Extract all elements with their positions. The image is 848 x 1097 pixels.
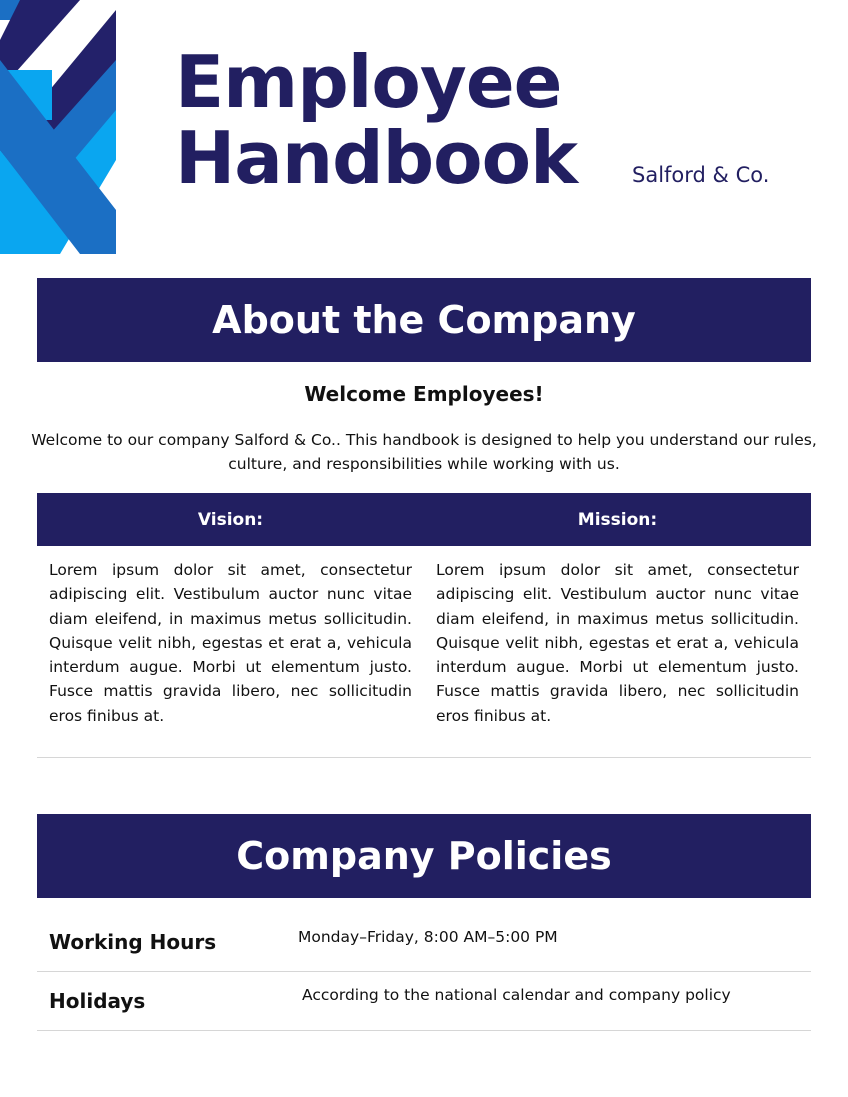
policy-label-holidays: Holidays <box>49 989 146 1013</box>
vision-text: Lorem ipsum dolor sit amet, consectetur adipiscing elit. Vestibulum auctor nunc vitae diam eleifend, in maximus metus sollicitudin. Quisque velit nibh, egestas et erat a, vehicula interdum augue. Morbi ut elementum justo. Fusce mattis gravida libero, nec sollicitudin eros finibus at. <box>49 561 412 725</box>
title-line-1: Employee <box>175 40 562 124</box>
welcome-heading: Welcome Employees! <box>304 382 544 406</box>
logo-stripes <box>0 0 116 254</box>
vision-mission-header <box>37 493 811 546</box>
about-banner: About the Company <box>37 278 811 362</box>
policies-banner: Company Policies <box>37 814 811 898</box>
policy-row-divider <box>37 1030 811 1031</box>
mission-label: Mission: <box>577 509 658 530</box>
policy-row-divider <box>37 971 811 972</box>
mission-text: Lorem ipsum dolor sit amet, consectetur adipiscing elit. Vestibulum auctor nunc vitae diam eleifend, in maximus metus sollicitudin. Quisque velit nibh, egestas et erat a, vehicula interdum augue. Morbi ut elementum justo. Fusce mattis gravida libero, nec sollicitudin eros finibus at. <box>436 561 799 725</box>
page-title <box>175 40 577 200</box>
vision-label: Vision: <box>197 509 264 530</box>
policy-value-holidays: According to the national calendar and company policy <box>302 986 731 1004</box>
policy-value-working-hours: Monday–Friday, 8:00 AM–5:00 PM <box>298 928 558 946</box>
policy-label-working-hours: Working Hours <box>49 930 217 954</box>
section-divider <box>37 757 811 758</box>
welcome-text: Welcome to our company Salford & Co.. This handbook is designed to help you understand our rules, culture, and responsibilities while working with us. <box>31 431 817 473</box>
company-name: Salford & Co. <box>632 163 770 187</box>
title-line-2: Handbook <box>175 116 577 200</box>
